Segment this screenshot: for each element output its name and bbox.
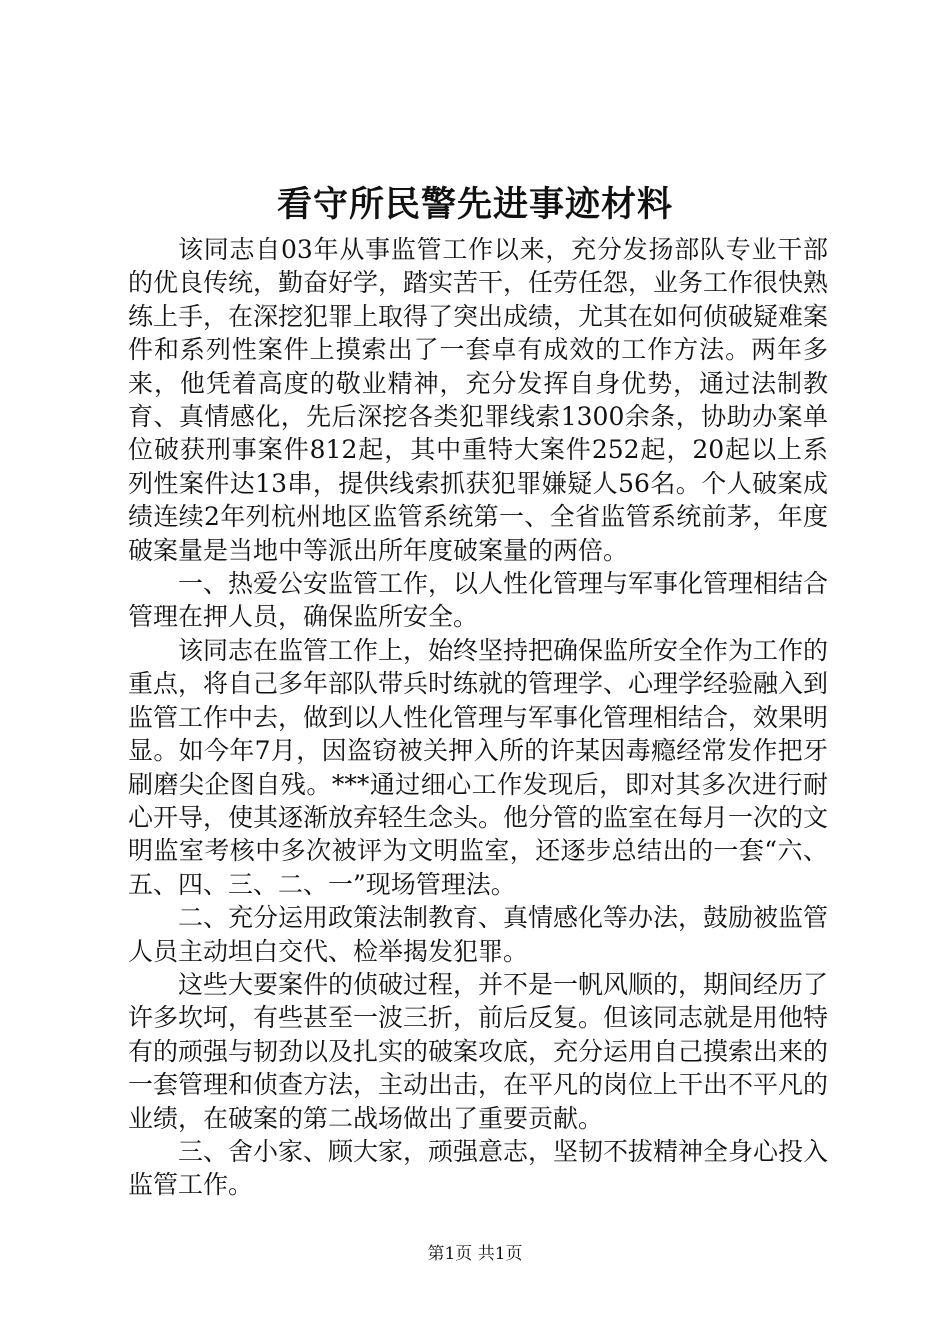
paragraph-heading-3: 三、舍小家、顾大家，顽强意志，坚韧不拔精神全身心投入监管工作。 — [128, 1136, 829, 1200]
page-footer: 第1页 共1页 — [427, 1244, 523, 1264]
paragraph-heading-2: 二、充分运用政策法制教育、真情感化等办法，鼓励被监管人员主动坦白交代、检举揭发犯罪。 — [128, 903, 829, 966]
document-title: 看守所民警先进事迹材料 — [276, 184, 673, 225]
paragraph-section-1: 该同志在监管工作上，始终坚持把确保监所安全作为工作的重点，将自己多年部队带兵时练就的管理学、心理学经验融入到监管工作中去，做到以人性化管理与军事化管理相结合，效果明显。如今年7月，因盗窃被关押入所的许某因毒瘾经常发作把牙刷磨尖企图自残。***通过细心工作发现后，即对其多次进行耐心开导，使其逐渐放弃轻生念头。他分管的监室在每月一次的文明监室考核中多次被评为文明监室，还逐步总结出的一套“六、五、四、三、二、一”现场管理法。 — [128, 635, 829, 899]
paragraph-heading-1: 一、热爱公安监管工作，以人性化管理与军事化管理相结合管理在押人员，确保监所安全。 — [128, 569, 829, 632]
paragraph-intro: 该同志自03年从事监管工作以来，充分发扬部队专业干部的优良传统，勤奋好学，踏实苦干，任劳任怨，业务工作很快熟练上手，在深挖犯罪上取得了突出成绩，尤其在如何侦破疑难案件和系列性案件上摸索出了一套卓有成效的工作方法。两年多来，他凭着高度的敬业精神，充分发挥自身优势，通过法制教育、真情感化，先后深挖各类犯罪线索1300余条，协助办案单位破获刑事案件812起，其中重特大案件252起，20起以上系列性案件达13串，提供线索抓获犯罪嫌疑人56名。个人破案成绩连续2年列杭州地区监管系统第一、全省监管系统前茅，年度破案量是当地中等派出所年度破案量的两倍。 — [128, 235, 829, 565]
document-body — [128, 233, 828, 1202]
paragraph-section-2: 这些大要案件的侦破过程，并不是一帆风顺的，期间经历了许多坎坷，有些甚至一波三折，前后反复。但该同志就是用他特有的顽强与韧劲以及扎实的破案攻底，充分运用自己摸索出来的一套管理和侦查方法，主动出击，在平凡的岗位上干出不平凡的业绩，在破案的第二战场做出了重要贡献。 — [128, 969, 829, 1133]
